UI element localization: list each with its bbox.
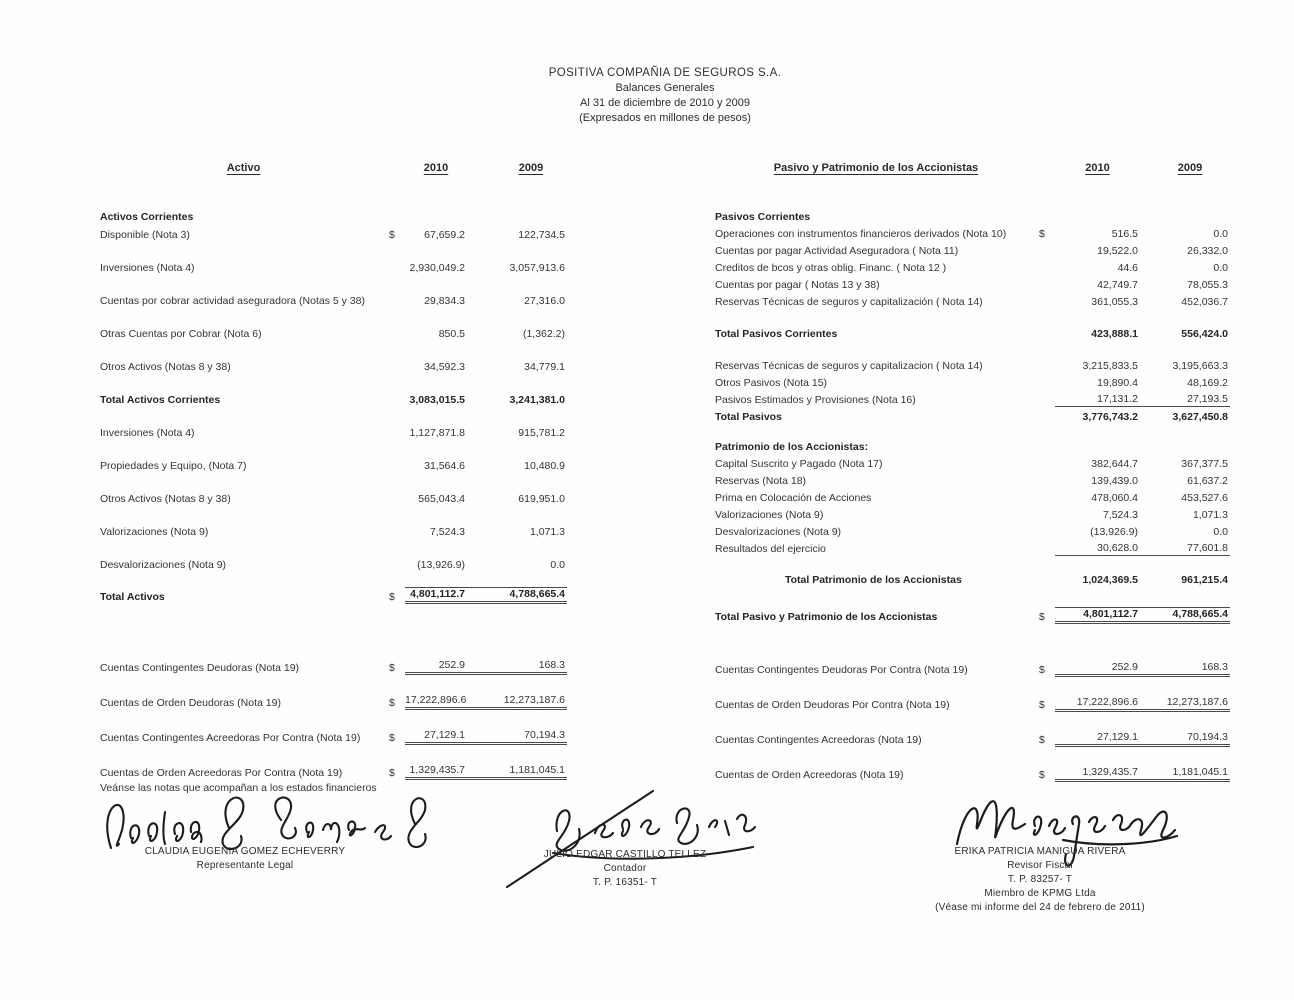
currency-sign: $ [389, 697, 395, 709]
row-label: Desvalorizaciones (Nota 9) [715, 526, 842, 538]
row-label: Inversiones (Nota 4) [100, 427, 195, 439]
row-label: Creditos de bcos y otras oblig. Financ. ( Nota 12 ) [715, 262, 947, 274]
currency-sign: $ [1039, 769, 1045, 781]
row-label: Total Pasivo y Patrimonio de los Accionistas [715, 611, 938, 623]
signer-2-name: JULIO EDGAR CASTILLO TELLEZ [543, 849, 707, 860]
value-2009: 77,601.8 [1140, 542, 1230, 556]
value-2010: 7,524.3 [1102, 509, 1138, 521]
value-2009: 556,424.0 [1181, 328, 1228, 340]
row-label: Cuentas Contingentes Acreedoras Por Contra (Nota 19) [100, 732, 361, 744]
currency-sign: $ [389, 767, 395, 779]
table-row [715, 508, 1230, 522]
table-row [715, 607, 1230, 624]
table-row [715, 376, 1230, 390]
value-2009: 367,377.5 [1181, 458, 1228, 470]
value-2009: 122,734.5 [518, 229, 565, 241]
row-label: Inversiones (Nota 4) [100, 262, 195, 274]
value-2010: 34,592.3 [424, 361, 465, 373]
year-2010-header: 2010 [1085, 162, 1110, 174]
liabilities-title: Pasivo y Patrimonio de los Accionistas [773, 162, 979, 174]
row-label: Total Pasivos [715, 411, 782, 423]
value-2009: 34,779.1 [524, 361, 565, 373]
year-2010-header: 2010 [423, 162, 449, 174]
table-row [715, 491, 1230, 505]
value-2009: 0.0 [1213, 228, 1228, 240]
value-2010: 19,522.0 [1097, 245, 1138, 257]
table-row [100, 360, 567, 374]
value-2010: 3,776,743.2 [1082, 411, 1138, 423]
value-2009: 3,627,450.8 [1172, 411, 1228, 423]
row-label: Cuentas por pagar Actividad Aseguradora ( Nota 11) [715, 245, 959, 257]
value-2009: 0.0 [550, 559, 565, 571]
table-row [715, 525, 1230, 539]
table-row [715, 278, 1230, 292]
table-row [100, 694, 567, 710]
row-label: Resultados del ejercicio [715, 543, 826, 555]
value-2010: 17,222,896.6 [405, 694, 467, 710]
row-label: Otras Cuentas por Cobrar (Nota 6) [100, 328, 262, 340]
assets-column-header [100, 162, 567, 174]
signer-1 [105, 845, 385, 873]
value-2010: (13,926.9) [417, 559, 465, 571]
table-row [715, 542, 1230, 556]
row-label: Cuentas por cobrar actividad aseguradora (Notas 5 y 38) [100, 295, 365, 307]
value-2009: 915,781.2 [518, 427, 565, 439]
value-2009: 0.0 [1213, 526, 1228, 538]
value-2010: 423,888.1 [1091, 328, 1138, 340]
currency-sign: $ [1039, 699, 1045, 711]
value-2009: 27,316.0 [524, 295, 565, 307]
value-2009: 453,527.6 [1181, 492, 1228, 504]
value-2010: 4,801,112.7 [405, 587, 467, 604]
signer-3-title: Revisor Fiscal [1007, 860, 1073, 871]
row-label: Cuentas de Orden Deudoras Por Contra (Nota 19) [715, 699, 950, 711]
row-label: Operaciones con instrumentos financieros derivados (Nota 10) [715, 228, 1007, 240]
table-row [715, 227, 1230, 241]
currency-sign: $ [1039, 228, 1045, 240]
table-row [100, 764, 567, 780]
value-2010: 17,222,896.6 [1055, 696, 1140, 712]
currency-sign: $ [389, 662, 395, 674]
document-header [415, 66, 915, 126]
row-label: Cuentas de Orden Acreedoras (Nota 19) [715, 769, 904, 781]
value-2009: (1,362.2) [522, 328, 565, 340]
table-row [100, 393, 567, 407]
table-row [715, 295, 1230, 309]
table-row [715, 210, 1230, 224]
value-2009: 10,480.9 [524, 460, 565, 472]
value-2009: 0.0 [1213, 262, 1228, 274]
row-label: Capital Suscrito y Pagado (Nota 17) [715, 458, 883, 470]
value-2010: 19,890.4 [1097, 377, 1138, 389]
currency-sign: $ [1039, 611, 1045, 623]
row-label: Reservas (Nota 18) [715, 475, 807, 487]
table-row [715, 573, 1230, 587]
table-row [715, 457, 1230, 471]
row-label: Otros Activos (Notas 8 y 38) [100, 361, 231, 373]
signer-3 [905, 845, 1175, 915]
row-label: Total Activos [100, 591, 165, 603]
table-row [715, 327, 1230, 341]
assets-title: Activo [226, 162, 261, 174]
value-2009: 12,273,187.6 [1140, 696, 1230, 712]
value-2010: 1,329,435.7 [405, 764, 467, 780]
row-label: Cuentas por pagar ( Notas 13 y 38) [715, 279, 880, 291]
table-row [715, 359, 1230, 373]
value-2009: 1,071.3 [529, 526, 565, 538]
row-label: Cuentas de Orden Deudoras (Nota 19) [100, 697, 281, 709]
row-label: Desvalorizaciones (Nota 9) [100, 559, 227, 571]
table-row [715, 410, 1230, 424]
currency-sign: $ [1039, 734, 1045, 746]
value-2009: 4,788,665.4 [467, 587, 567, 604]
value-2009: 3,195,663.3 [1172, 360, 1228, 372]
value-2010: 30,628.0 [1055, 542, 1140, 556]
table-row [100, 587, 567, 604]
value-2009: 3,057,913.6 [509, 262, 565, 274]
value-2009: 26,332.0 [1187, 245, 1228, 257]
company-name: POSITIVA COMPAÑIA DE SEGUROS S.A. [548, 67, 782, 79]
value-2009: 452,036.7 [1181, 296, 1228, 308]
row-label: Reservas Técnicas de seguros y capitalizacion ( Nota 14) [715, 360, 983, 372]
value-2010: 29,834.3 [424, 295, 465, 307]
value-2010: 516.5 [1111, 228, 1138, 240]
currency-note: (Expresados en millones de pesos) [579, 112, 751, 124]
value-2010: 3,215,833.5 [1082, 360, 1138, 372]
row-label: Valorizaciones (Nota 9) [100, 526, 209, 538]
signer-1-title: Representante Legal [196, 860, 294, 871]
value-2009: 1,181,045.1 [467, 764, 567, 780]
table-row [100, 261, 567, 275]
table-row [100, 659, 567, 675]
value-2010: 252.9 [1055, 661, 1140, 677]
row-label: Pasivos Corrientes [715, 211, 811, 223]
table-row [100, 228, 567, 242]
row-label: Otros Pasivos (Nota 15) [715, 377, 828, 389]
table-row [715, 393, 1230, 407]
value-2010: 31,564.6 [424, 460, 465, 472]
value-2010: 1,024,369.5 [1082, 574, 1138, 586]
signer-2 [500, 848, 750, 890]
value-2009: 70,194.3 [467, 729, 567, 745]
value-2010: 3,083,015.5 [409, 394, 465, 406]
value-2010: 27,129.1 [405, 729, 467, 745]
signer-3-report-note: (Véase mi informe del 24 de febrero de 2011) [935, 902, 1145, 913]
table-row [100, 492, 567, 506]
liabilities-table [715, 210, 1230, 782]
value-2010: (13,926.9) [1090, 526, 1138, 538]
value-2010: 850.5 [438, 328, 465, 340]
table-row [715, 696, 1230, 712]
value-2009: 61,637.2 [1187, 475, 1228, 487]
row-label: Valorizaciones (Nota 9) [715, 509, 824, 521]
value-2010: 67,659.2 [424, 229, 465, 241]
value-2010: 478,060.4 [1091, 492, 1138, 504]
value-2009: 48,169.2 [1187, 377, 1228, 389]
value-2009: 168.3 [1140, 661, 1230, 677]
value-2009: 168.3 [467, 659, 567, 675]
value-2010: 7,524.3 [429, 526, 465, 538]
signer-3-firm: Miembro de KPMG Ltda [984, 888, 1096, 899]
value-2009: 1,071.3 [1192, 509, 1228, 521]
table-row [715, 440, 1230, 454]
currency-sign: $ [389, 229, 395, 241]
table-row [100, 426, 567, 440]
value-2010: 1,329,435.7 [1055, 766, 1140, 782]
table-row [100, 558, 567, 572]
row-label: Total Activos Corrientes [100, 394, 221, 406]
value-2009: 619,951.0 [518, 493, 565, 505]
signer-1-name: CLAUDIA EUGENIA GOMEZ ECHEVERRY [144, 846, 346, 857]
row-label: Pasivos Estimados y Provisiones (Nota 16) [715, 394, 916, 406]
year-2009-header: 2009 [518, 162, 544, 174]
value-2010: 17,131.2 [1055, 393, 1140, 407]
table-row [715, 474, 1230, 488]
row-label: Cuentas Contingentes Deudoras (Nota 19) [100, 662, 300, 674]
value-2010: 4,801,112.7 [1055, 607, 1140, 624]
liabilities-column-header [715, 162, 1230, 174]
value-2010: 382,644.7 [1091, 458, 1138, 470]
table-row [100, 210, 567, 224]
year-2009-header: 2009 [1177, 162, 1203, 174]
row-label: Prima en Colocación de Acciones [715, 492, 872, 504]
row-label: Patrimonio de los Accionistas: [715, 441, 869, 453]
row-label: Disponible (Nota 3) [100, 229, 190, 241]
value-2009: 3,241,381.0 [509, 394, 565, 406]
table-row [715, 261, 1230, 275]
value-2010: 252.9 [405, 659, 467, 675]
value-2010: 565,043.4 [418, 493, 465, 505]
table-row [715, 731, 1230, 747]
value-2009: 4,788,665.4 [1140, 607, 1230, 624]
row-label: Total Patrimonio de los Accionistas [785, 574, 962, 586]
value-2010: 42,749.7 [1097, 279, 1138, 291]
value-2010: 1,127,871.8 [409, 427, 465, 439]
row-label: Cuentas Contingentes Acreedoras (Nota 19) [715, 734, 922, 746]
table-row [715, 244, 1230, 258]
table-row [100, 327, 567, 341]
value-2009: 78,055.3 [1187, 279, 1228, 291]
row-label: Cuentas Contingentes Deudoras Por Contra (Nota 19) [715, 664, 968, 676]
value-2009: 27,193.5 [1140, 393, 1230, 407]
row-label: Reservas Técnicas de seguros y capitalización ( Nota 14) [715, 296, 983, 308]
value-2010: 139,439.0 [1091, 475, 1138, 487]
table-row [715, 661, 1230, 677]
table-row [100, 459, 567, 473]
value-2009: 961,215.4 [1181, 574, 1228, 586]
row-label: Total Pasivos Corrientes [715, 328, 838, 340]
value-2010: 361,055.3 [1091, 296, 1138, 308]
statement-title: Balances Generales [615, 82, 715, 94]
signer-3-name: ERIKA PATRICIA MANIGUA RIVERA [954, 846, 1126, 857]
currency-sign: $ [389, 732, 395, 744]
table-row [100, 729, 567, 745]
assets-table [100, 210, 567, 780]
row-label: Propiedades y Equipo, (Nota 7) [100, 460, 247, 472]
value-2009: 70,194.3 [1140, 731, 1230, 747]
currency-sign: $ [1039, 664, 1045, 676]
row-label: Activos Corrientes [100, 211, 194, 223]
value-2010: 44.6 [1117, 262, 1138, 274]
currency-sign: $ [389, 591, 395, 603]
table-row [100, 525, 567, 539]
row-label: Otros Activos (Notas 8 y 38) [100, 493, 231, 505]
signer-3-license: T. P. 83257- T [1007, 874, 1073, 885]
row-label: Cuentas de Orden Acreedoras Por Contra (Nota 19) [100, 767, 343, 779]
table-row [715, 766, 1230, 782]
statement-period: Al 31 de diciembre de 2010 y 2009 [579, 97, 750, 109]
table-row [100, 294, 567, 308]
value-2009: 1,181,045.1 [1140, 766, 1230, 782]
value-2010: 27,129.1 [1055, 731, 1140, 747]
value-2009: 12,273,187.6 [467, 694, 567, 710]
signer-2-license: T. P. 16351- T [592, 877, 658, 888]
notes-footnote: Veánse las notas que acompañan a los estados financieros [100, 782, 377, 794]
signer-2-title: Contador [603, 863, 647, 874]
value-2010: 2,930,049.2 [409, 262, 465, 274]
